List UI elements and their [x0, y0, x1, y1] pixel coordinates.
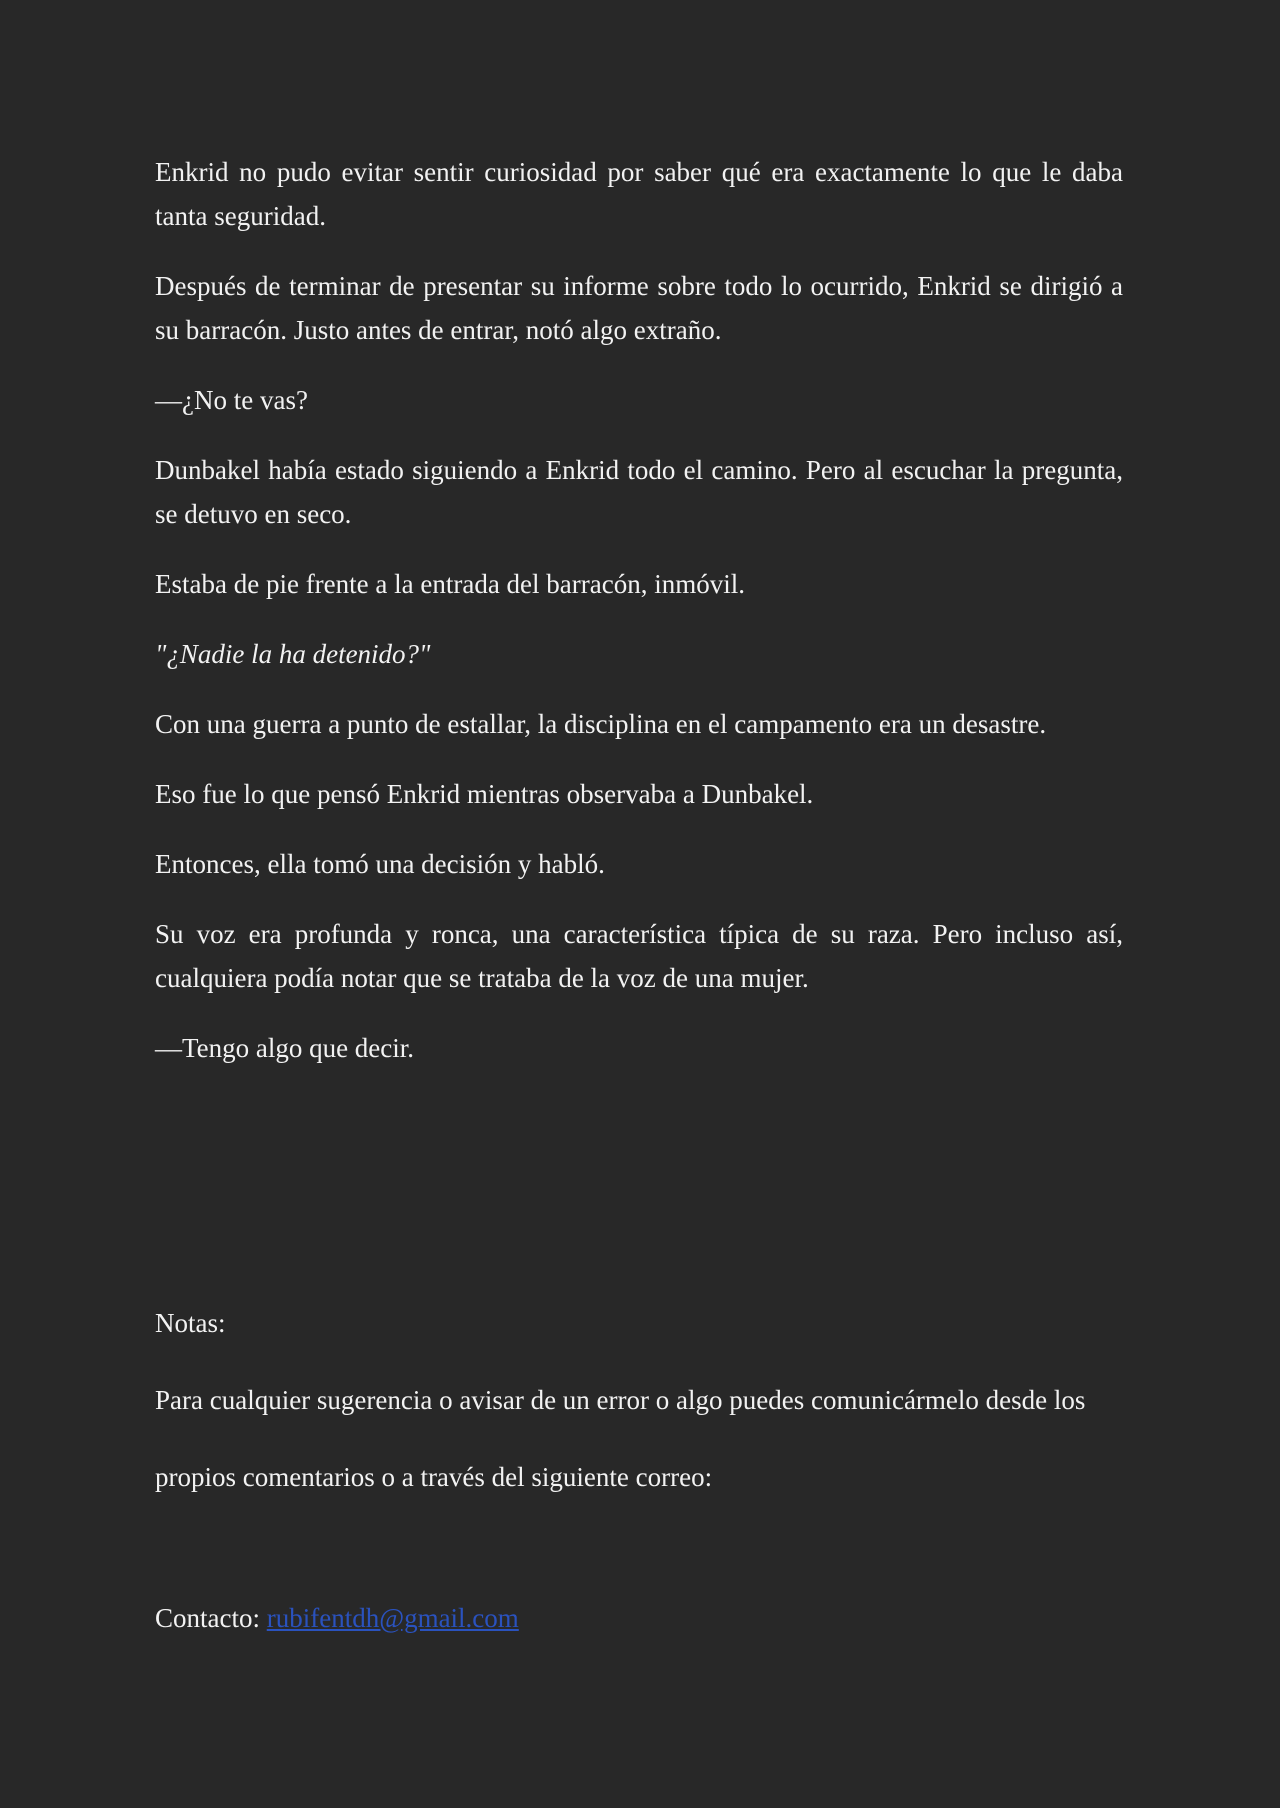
story-paragraph: Estaba de pie frente a la entrada del barracón, inmóvil. [155, 569, 745, 599]
story-paragraph-thought: "¿Nadie la ha detenido?" [155, 639, 431, 669]
story-paragraph: Después de terminar de presentar su informe sobre todo lo ocurrido, Enkrid se dirigió a su barracón. Justo antes de entrar, notó algo extraño. [155, 271, 1123, 345]
story-paragraph: Entonces, ella tomó una decisión y habló. [155, 849, 605, 879]
story-paragraph: —¿No te vas? [155, 385, 308, 415]
notes-line: Para cualquier sugerencia o avisar de un error o algo puedes comunicármelo desde los [155, 1385, 1086, 1415]
notes-line: propios comentarios o a través del siguiente correo: [155, 1462, 713, 1492]
story-paragraph: —Tengo algo que decir. [155, 1033, 415, 1063]
story-paragraph: Eso fue lo que pensó Enkrid mientras observaba a Dunbakel. [155, 779, 814, 809]
story-paragraph: Dunbakel había estado siguiendo a Enkrid todo el camino. Pero al escuchar la pregunta, se detuvo en seco. [155, 455, 1123, 529]
contact-label: Contacto: [155, 1603, 267, 1633]
notes-section [155, 1303, 1123, 1497]
contact-email-link[interactable]: rubifentdh@gmail.com [266, 1603, 519, 1633]
notes-title: Notas: [155, 1308, 226, 1338]
story-paragraph: Con una guerra a punto de estallar, la disciplina en el campamento era un desastre. [155, 709, 1047, 739]
story-body [155, 150, 1123, 1096]
story-paragraph: Su voz era profunda y ronca, una característica típica de su raza. Pero incluso así, cualquiera podía notar que se trataba de la voz de una mujer. [155, 919, 1123, 993]
contact-line [155, 1598, 519, 1638]
story-paragraph: Enkrid no pudo evitar sentir curiosidad por saber qué era exactamente lo que le daba tanta seguridad. [155, 157, 1123, 231]
